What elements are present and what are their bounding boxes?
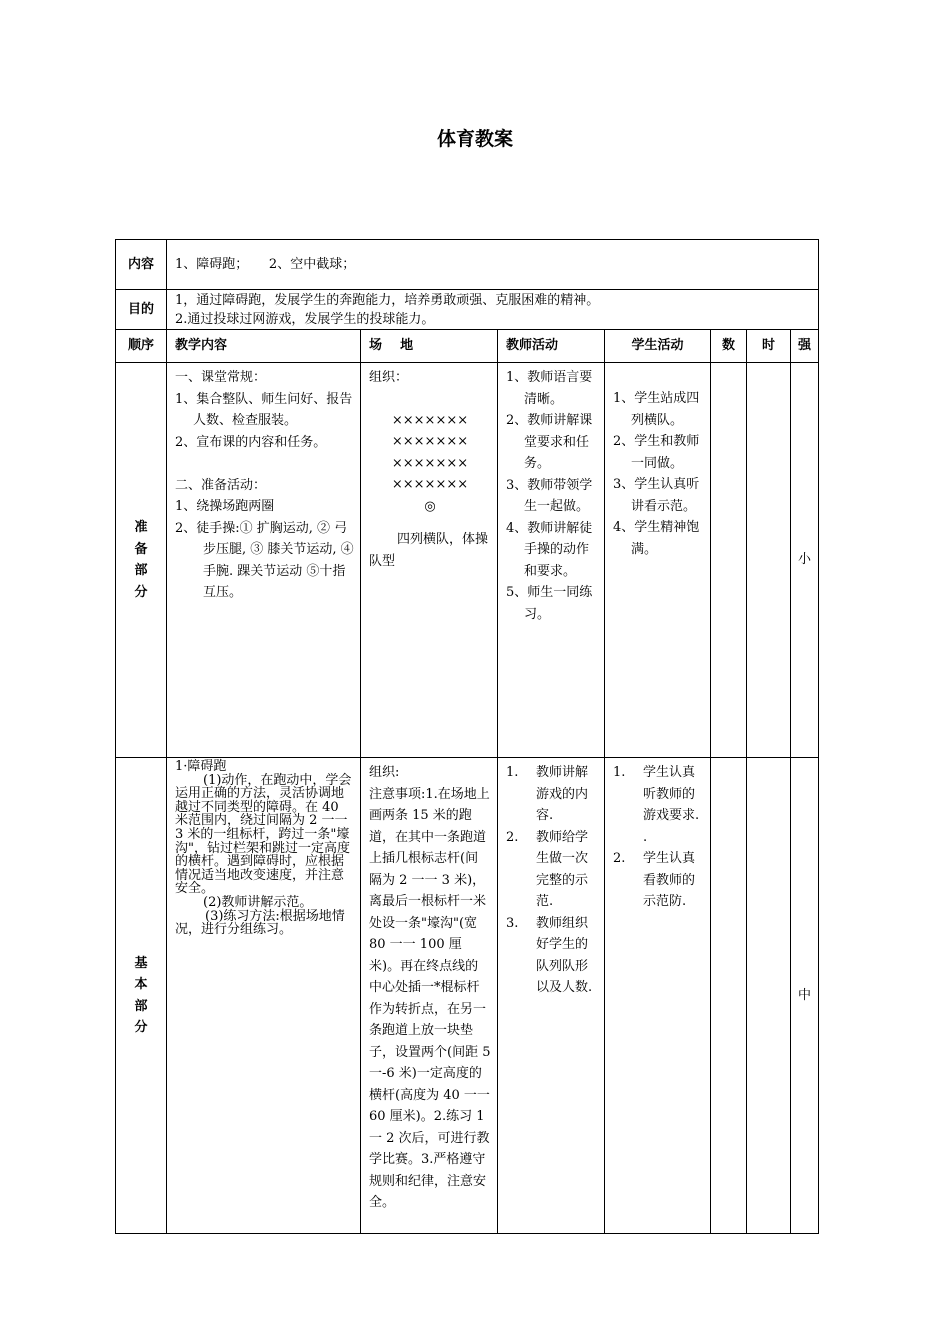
aim-label: 目的 — [116, 290, 167, 330]
basic-teacher-item-1 — [506, 762, 598, 827]
prep-row — [116, 363, 819, 758]
prep-count — [711, 363, 747, 758]
prep-teacher — [498, 363, 605, 758]
basic-field-org: 组织: — [369, 765, 400, 780]
basic-teacher-item-2 — [506, 827, 598, 913]
prep-teacher-4: 4、教师讲解徒手操的动作和要求。 — [506, 520, 593, 579]
basic-student — [605, 758, 711, 1234]
basic-strength: 中 — [791, 758, 819, 1234]
prep-field — [361, 363, 498, 758]
content-label: 内容 — [116, 240, 167, 290]
header-student: 学生活动 — [605, 330, 711, 363]
teacher-mark: ◎ — [424, 498, 436, 514]
prep-teacher-1: 1、教师语言要清晰。 — [506, 370, 593, 407]
prep-time — [747, 363, 791, 758]
header-row — [116, 330, 819, 363]
header-content: 教学内容 — [167, 330, 361, 363]
basic-time — [747, 758, 791, 1234]
prep-content-line-7: 2、徒手操:① 扩胸运动, ② 弓步压腿, ③ 膝关节运动, ④ 手腕. 踝关节运动 ⑤十指互压。 — [175, 520, 354, 600]
basic-student-text-1: 学生认真听教师的游戏要求. . — [643, 765, 700, 845]
basic-content — [167, 758, 361, 1234]
header-field: 场 地 — [361, 330, 498, 363]
header-time: 时 — [747, 330, 791, 363]
prep-label-text: 准 备 部 分 — [134, 520, 148, 600]
formation-row-2: ××××××× — [391, 434, 469, 449]
prep-student — [605, 363, 711, 758]
prep-student-1: 1、学生站成四列横队。 — [613, 391, 700, 428]
aim-line-2: 2.通过投球过网游戏，发展学生的投球能力。 — [175, 311, 435, 327]
basic-content-p3: (3)练习方法:根据场地情况，进行分组练习。 — [175, 908, 345, 938]
prep-field-note: 四列横队，体操队型 — [369, 532, 489, 569]
prep-field-org: 组织： — [369, 370, 409, 385]
basic-count — [711, 758, 747, 1234]
basic-content-p1: (1)动作，在跑动中，学会运用正确的方法，灵活协调地越过不同类型的障碍。在 40 米范围内，绕过间隔为 2 一一 3 米的一组标杆，跨过一条"壕沟"，钻过栏架和跳过一定高度的横杆。遇到障碍时，应根据情况适当地改变速度，并注意安全。 — [175, 772, 352, 897]
basic-label-text: 基 本 部 分 — [134, 955, 148, 1035]
content-text: 1、障碍跑； 2、空中截球； — [167, 240, 819, 290]
basic-teacher-num-2: 2. — [506, 829, 519, 845]
aim-line-1: 1，通过障碍跑，发展学生的奔跑能力，培养勇敢顽强、克服困难的精神。 — [175, 292, 600, 308]
prep-teacher-5: 5、师生一同练习。 — [506, 585, 593, 622]
basic-student-text-2: 学生认真看教师的示范防. — [643, 851, 696, 909]
formation-row-3: ××××××× — [391, 455, 469, 471]
prep-content-line-4 — [175, 453, 354, 475]
prep-student-4: 4、学生精神饱满。 — [613, 520, 700, 557]
basic-student-num-1: 1. — [613, 765, 626, 780]
prep-content-line-3: 2、宣布课的内容和任务。 — [175, 434, 327, 450]
prep-teacher-3: 3、教师带领学生一起做。 — [506, 477, 593, 514]
basic-teacher-text-3: 教师组织好学生的队列队形以及人数. — [536, 915, 593, 995]
prep-teacher-2: 2、教师讲解课堂要求和任务。 — [506, 413, 593, 471]
aim-text — [167, 290, 819, 330]
prep-student-2: 2、学生和教师一同做。 — [613, 434, 700, 471]
basic-teacher-num-1: 1. — [506, 765, 519, 780]
basic-student-item-2 — [613, 848, 704, 913]
content-row — [116, 240, 819, 290]
prep-content-line-1: 一、课堂常规： — [175, 370, 267, 385]
basic-label — [116, 758, 167, 1234]
basic-teacher — [498, 758, 605, 1234]
basic-content-heading: 1·障碍跑 — [175, 759, 227, 774]
formation-row-1: ××××××× — [391, 412, 469, 428]
page-title: 体育教案 — [436, 128, 513, 150]
basic-field-notes: 注意事项:1.在场地上画两条 15 米的跑道，在其中一条跑道上插几根标志杆(间隔为 2 一一 3 米)，离最后一根标杆一米处设一条"壕沟"(宽 80 一一 100 厘米)。再在终点线的中心处插一*棍标杆作为转折点，在另一条跑道上放一块垫子，设置两个(间距 5 一-6 米)一定高度的横杆(高度为 40 一一 60 厘米)。2.练习 1 一 2 次后，可进行教学比赛。3.严格遵守规则和纪律，注意安全。 — [369, 786, 491, 1210]
prep-content-line-2: 1、集合整队、师生问好、报告人数、检查服装。 — [175, 391, 353, 428]
basic-content-p2: (2)教师讲解示范。 — [203, 894, 313, 910]
basic-field — [361, 758, 498, 1234]
basic-student-num-2: 2. — [613, 851, 626, 866]
prep-content — [167, 363, 361, 758]
prep-strength: 小 — [791, 363, 819, 758]
header-strength: 强 — [791, 330, 819, 363]
header-count: 数 — [711, 330, 747, 363]
header-teacher: 教师活动 — [498, 330, 605, 363]
basic-row — [116, 758, 819, 1234]
prep-student-3: 3、学生认真听讲看示范。 — [613, 477, 700, 514]
aim-row — [116, 290, 819, 330]
basic-teacher-text-1: 教师讲解游戏的内容. — [536, 765, 589, 823]
prep-content-line-5: 二、准备活动： — [175, 477, 267, 493]
basic-student-item-1 — [613, 762, 704, 848]
prep-content-line-6: 1、绕操场跑两圈 — [175, 499, 275, 514]
basic-teacher-num-3: 3. — [506, 915, 519, 931]
formation-row-4: ××××××× — [391, 477, 469, 492]
basic-teacher-text-2: 教师给学生做一次完整的示范. — [536, 829, 589, 909]
prep-label — [116, 363, 167, 758]
formation — [369, 410, 491, 518]
basic-teacher-item-3 — [506, 913, 598, 999]
lesson-plan-table — [115, 239, 819, 1234]
header-order: 顺序 — [116, 330, 167, 363]
